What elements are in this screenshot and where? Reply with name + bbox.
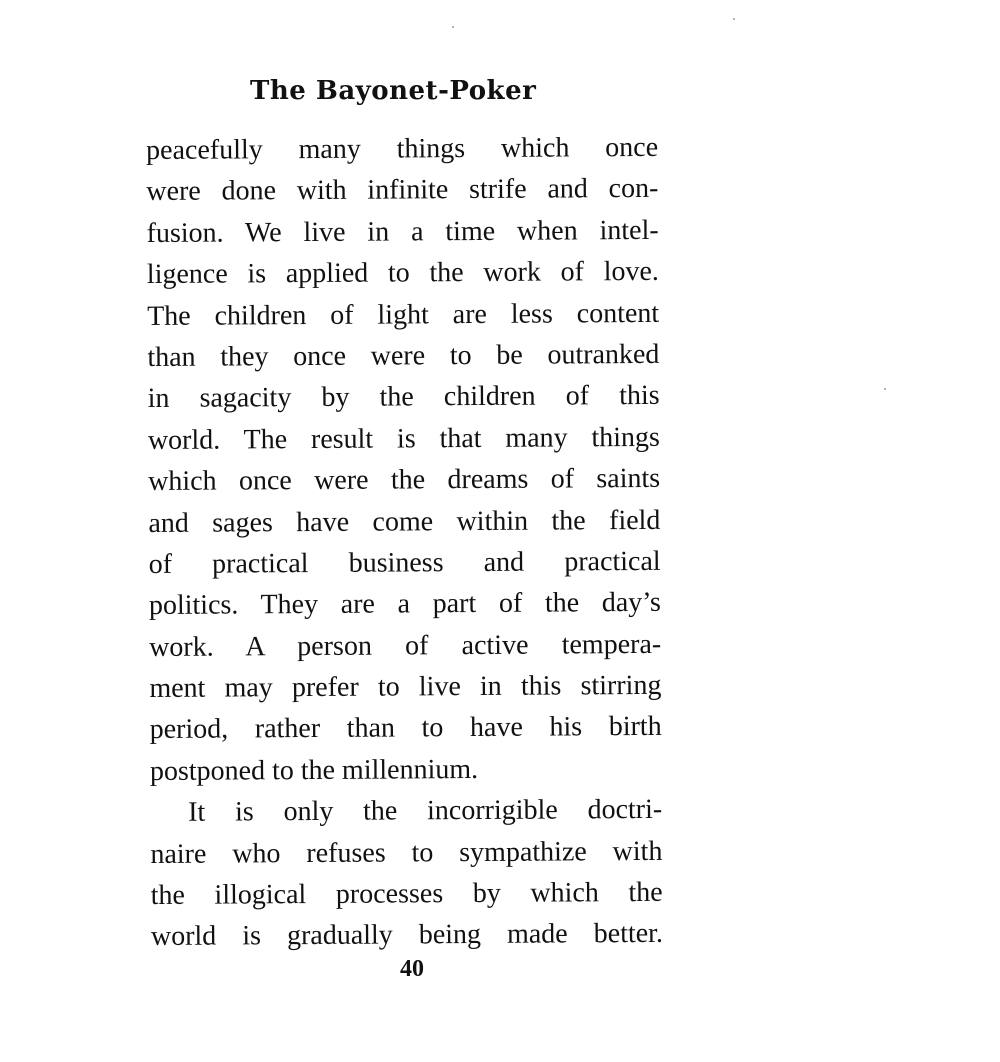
text-line: world. The result is that many things xyxy=(147,421,660,456)
text-line: than they once were to be outranked xyxy=(147,338,660,373)
text-line: in sagacity by the children of this xyxy=(147,380,660,415)
page-number: 40 xyxy=(400,956,424,982)
scan-speck xyxy=(452,26,454,28)
text-line: work. A person of active tempera- xyxy=(149,628,662,663)
text-line: ligence is applied to the work of love. xyxy=(146,256,659,291)
text-line: period, rather than to have his birth xyxy=(149,711,662,746)
text-line: the illogical processes by which the xyxy=(150,876,663,912)
text-line: It is only the incorrigible doctri- xyxy=(188,794,663,829)
body-text xyxy=(146,127,663,958)
text-line: naire who refuses to sympathize with xyxy=(150,835,663,870)
scan-speck xyxy=(733,18,735,20)
text-line: peacefully many things which once xyxy=(146,131,659,166)
text-line: world is gradually being made better. xyxy=(150,918,664,953)
paragraph xyxy=(146,127,662,792)
text-line: which once were the dreams of saints xyxy=(148,462,661,498)
scan-speck xyxy=(884,388,886,390)
text-line: were done with infinite strife and con- xyxy=(146,173,659,208)
paragraph xyxy=(150,789,663,958)
running-head: The Bayonet-Poker xyxy=(250,76,537,106)
text-line: fusion. We live in a time when intel- xyxy=(146,214,659,249)
text-line: and sages have come within the field xyxy=(148,504,661,539)
text-line: The children of light are less content xyxy=(147,297,660,332)
text-line: politics. They are a part of the day’s xyxy=(148,587,661,622)
text-line: ment may prefer to live in this stirring xyxy=(149,669,662,705)
text-line: of practical business and practical xyxy=(148,545,661,580)
text-line: postponed to the millennium. xyxy=(149,753,479,787)
